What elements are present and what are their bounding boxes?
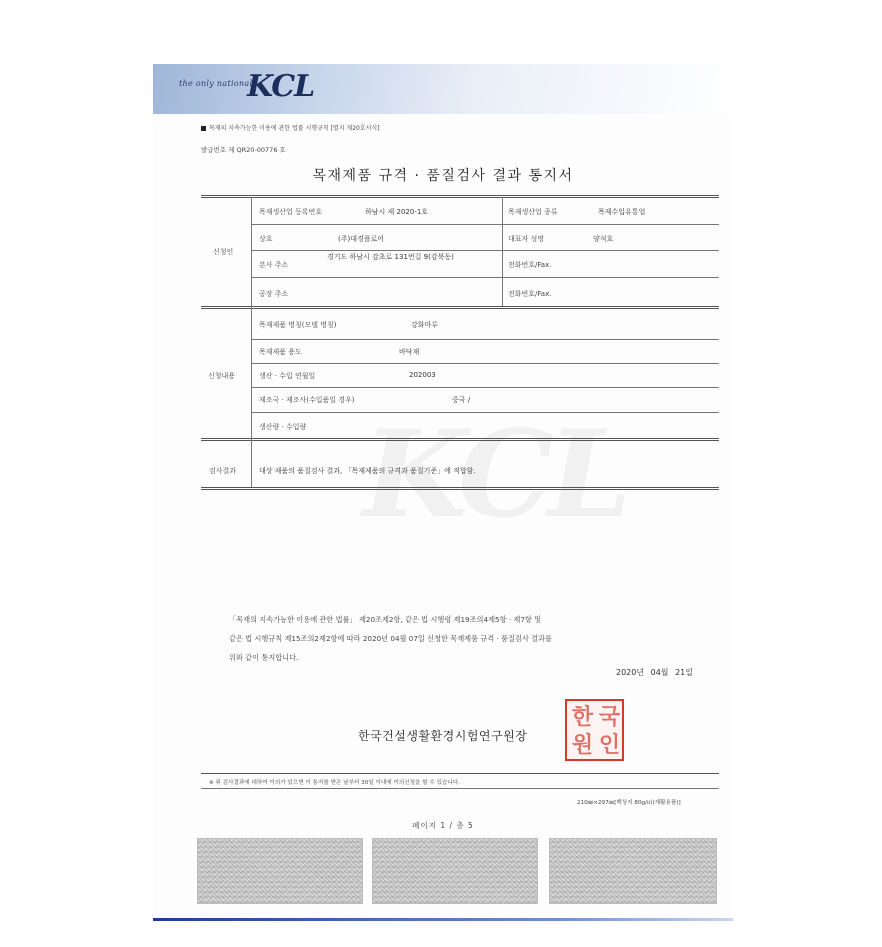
business-type-label: 목재생산업 종류 xyxy=(508,208,558,216)
product-use-value: 바닥재 xyxy=(399,348,420,356)
production-date-value: 202003 xyxy=(409,371,436,379)
quantity-label: 생산량 · 수입량 xyxy=(259,423,307,431)
footnote-rule xyxy=(201,773,719,774)
seal-glyph: 인 xyxy=(598,733,621,758)
table-rule xyxy=(201,489,719,490)
result-section-label: 검사결과 xyxy=(209,467,237,475)
table-rule xyxy=(201,440,719,441)
square-bullet-icon xyxy=(201,126,206,131)
table-rule xyxy=(201,438,719,439)
applicant-section-label: 신청인 xyxy=(213,248,234,256)
table-rule xyxy=(251,339,719,340)
notice-line-1: 「목재의 지속가능한 이용에 관한 법률」 제20조제2항, 같은 법 시행령 제19조의4제5항 · 제7항 및 xyxy=(229,615,542,624)
issuer-name: 한국건설생활환경시험연구원장 xyxy=(358,729,528,743)
seal-glyph: 한 xyxy=(571,705,594,730)
notice-date: 2020년 04월 21일 xyxy=(616,668,693,677)
table-rule xyxy=(201,308,719,309)
product-name-label: 목재제품 명칭(모델 명칭) xyxy=(259,321,337,329)
paper-specification: 210㎜×297㎜[백상지 80g/㎡(재활용품)] xyxy=(577,800,681,806)
notice-line-3: 위와 같이 통지합니다. xyxy=(229,653,299,662)
notice-line-2: 같은 법 시행규칙 제15조의2제2항에 따라 2020년 04월 07일 신청한 목재제품 규격 · 품질검사 결과를 xyxy=(229,634,552,643)
footer-color-bar xyxy=(153,918,733,921)
hq-address-value: 경기도 하남시 감초로 131번길 9(감북동) xyxy=(327,253,454,261)
company-name-value: (주)대경플로어 xyxy=(338,235,385,243)
official-seal-stamp xyxy=(565,699,624,761)
certificate-page xyxy=(153,64,733,924)
company-name-label: 상호 xyxy=(259,235,273,243)
table-rule xyxy=(251,250,719,251)
seal-glyph: 원 xyxy=(571,733,594,758)
product-name-value: 강화마루 xyxy=(411,321,439,329)
origin-label: 제조국 · 제조사(수입품일 경우) xyxy=(259,396,355,404)
security-hologram-center xyxy=(372,838,538,904)
table-rule xyxy=(251,412,719,413)
registration-number-label: 목재생산업 등록번호 xyxy=(259,208,323,216)
header-tagline: the only national xyxy=(179,79,253,88)
hq-phone-fax-label: 전화번호/Fax. xyxy=(508,261,552,269)
origin-value: 중국 / xyxy=(452,396,471,404)
representative-value: 양석호 xyxy=(593,235,614,243)
form-reference-text: 목재의 지속가능한 이용에 관한 법률 시행규칙 [별지 제20호서식] xyxy=(209,125,380,132)
table-rule xyxy=(251,197,252,487)
business-type-value: 목재수입유통업 xyxy=(598,208,646,216)
product-use-label: 목재제품 용도 xyxy=(259,348,302,356)
page-number: 페이지 1 / 총 5 xyxy=(412,821,474,830)
issue-number: 발급번호 제 QR20-00776 호 xyxy=(201,146,286,154)
table-rule xyxy=(502,197,503,306)
factory-address-label: 공장 주소 xyxy=(259,290,289,298)
hq-address-label: 본사 주소 xyxy=(259,261,289,269)
form-reference xyxy=(201,123,380,132)
factory-phone-fax-label: 전화번호/Fax. xyxy=(508,290,552,298)
result-value: 대상 제품의 품질검사 결과, 「목재제품의 규격과 품질기준」에 적합함. xyxy=(259,467,476,475)
request-section-label: 신청내용 xyxy=(208,372,236,380)
table-rule xyxy=(201,197,719,198)
table-rule xyxy=(201,306,719,307)
table-rule xyxy=(251,387,719,388)
kcl-header-banner xyxy=(153,64,733,114)
table-rule xyxy=(201,195,719,196)
table-rule xyxy=(251,363,719,364)
representative-label: 대표자 성명 xyxy=(508,235,545,243)
document-title: 목재제품 규격 · 품질검사 결과 통지서 xyxy=(312,168,574,184)
footnote-rule xyxy=(201,788,719,789)
objection-footnote: ※ 위 검사결과에 대하여 이의가 있으면 이 통지를 받은 날부터 30일 이내에 이의신청을 할 수 있습니다. xyxy=(209,780,460,786)
notice-paragraph xyxy=(229,610,689,667)
security-hologram-left xyxy=(197,838,363,904)
table-rule xyxy=(201,487,719,488)
registration-number-value: 하남시 제 2020-1호 xyxy=(365,208,429,216)
table-rule xyxy=(251,277,719,278)
production-date-label: 생산 · 수입 연월일 xyxy=(259,372,316,380)
table-rule xyxy=(251,224,719,225)
seal-glyph: 국 xyxy=(598,705,621,730)
security-hologram-right xyxy=(549,838,717,904)
kcl-logo: KCL xyxy=(247,69,315,104)
